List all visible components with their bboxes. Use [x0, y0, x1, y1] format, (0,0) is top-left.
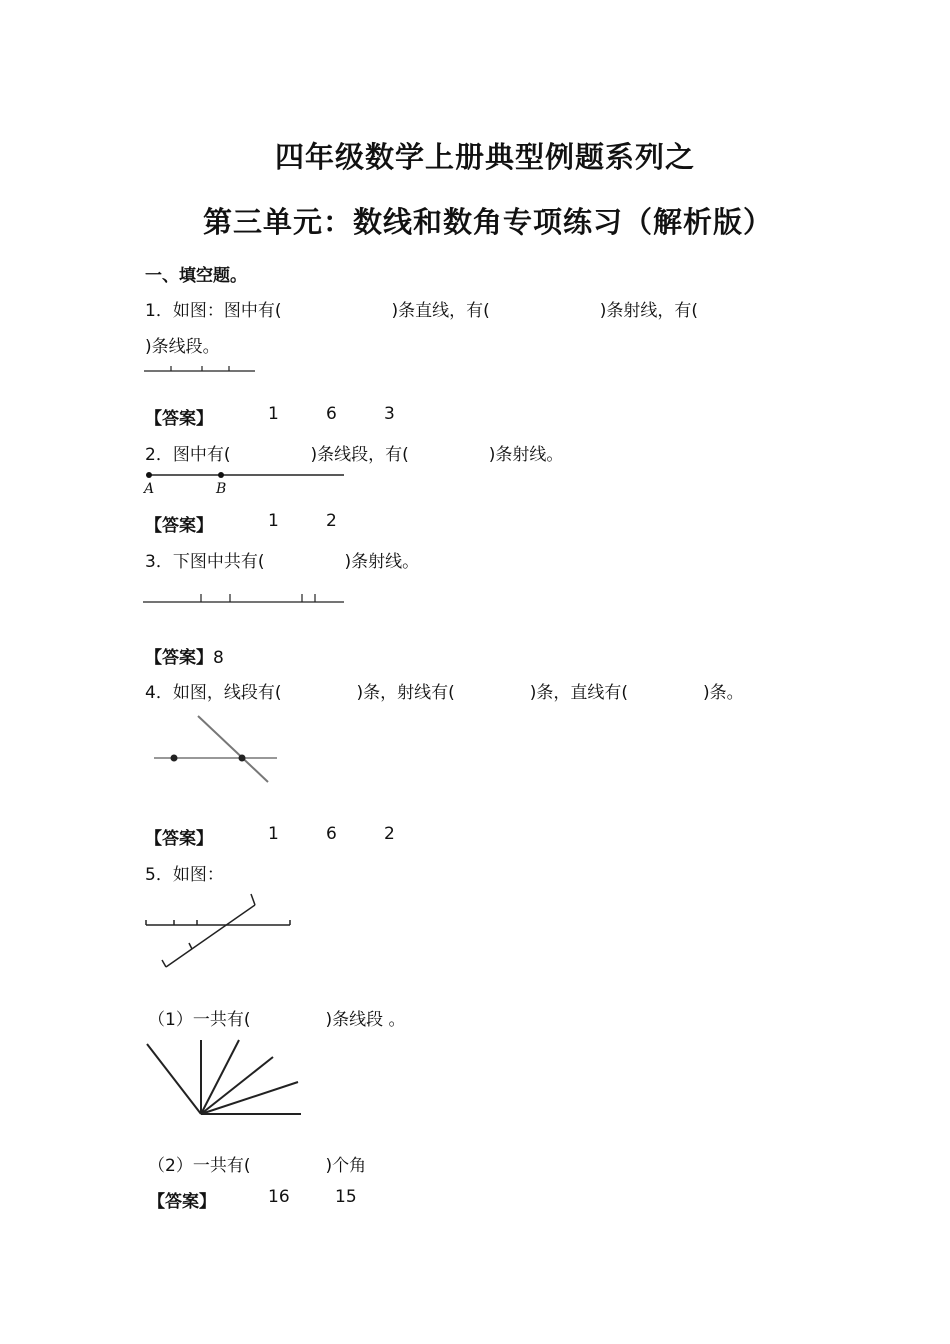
question-5: 5．如图： — [145, 865, 224, 885]
answer-4-value-2: 6 — [326, 824, 337, 844]
q2-text-1: 2．图中有( — [145, 445, 231, 465]
q1-text-3: )条射线，有( — [599, 301, 698, 321]
q3-figure — [143, 590, 353, 610]
answer-2 — [145, 511, 213, 536]
q4-text-2: )条，射线有( — [356, 683, 455, 703]
q5-sub1-text-2: )条线段 。 — [325, 1010, 406, 1030]
answer-2-value-1: 1 — [268, 511, 279, 531]
answer-1-value-3: 3 — [384, 404, 395, 424]
question-1-line-2: )条线段。 — [145, 337, 220, 357]
answer-4 — [145, 824, 213, 849]
answer-3 — [145, 643, 224, 668]
q3-text-1: 3．下图中共有( — [145, 552, 265, 572]
answer-5-value-1: 16 — [268, 1187, 290, 1207]
q5-sub2-text-2: )个角 — [325, 1156, 367, 1176]
answer-5-value-2: 15 — [335, 1187, 357, 1207]
q1-text-1: 1．如图：图中有( — [145, 301, 282, 321]
q5-figure-segments — [144, 890, 304, 980]
title-line-2: 第三单元：数线和数角专项练习（解析版） — [203, 205, 774, 239]
q5-sub1-text-1: （1）一共有( — [148, 1010, 251, 1030]
point-a-label: A — [144, 481, 155, 497]
answer-label: 【答案】 — [145, 516, 213, 536]
answer-1-value-2: 6 — [326, 404, 337, 424]
answer-4-value-3: 2 — [384, 824, 395, 844]
answer-1-value-1: 1 — [268, 404, 279, 424]
q1-figure — [144, 360, 264, 380]
question-4 — [145, 678, 744, 703]
answer-5 — [148, 1187, 216, 1212]
q2-text-3: )条射线。 — [488, 445, 564, 465]
answer-2-value-2: 2 — [326, 511, 337, 531]
answer-label: 【答案】 — [145, 648, 213, 668]
q5-figure-angles — [144, 1038, 314, 1128]
answer-1 — [145, 404, 213, 429]
question-5-sub-1 — [148, 1005, 406, 1030]
q2-figure — [144, 467, 354, 497]
point-b-label: B — [216, 481, 227, 497]
q4-text-1: 4．如图，线段有( — [145, 683, 282, 703]
q4-figure — [150, 712, 290, 792]
q4-text-3: )条，直线有( — [529, 683, 628, 703]
answer-3-value: 8 — [213, 648, 224, 668]
question-2 — [145, 440, 563, 465]
q5-sub2-text-1: （2）一共有( — [148, 1156, 251, 1176]
q1-text-2: )条直线，有( — [391, 301, 490, 321]
section-heading: 一、填空题。 — [145, 266, 247, 286]
title-line-1: 四年级数学上册典型例题系列之 — [275, 140, 696, 174]
question-1-line-1 — [145, 296, 698, 321]
q2-text-2: )条线段，有( — [310, 445, 409, 465]
q3-text-2: )条射线。 — [344, 552, 420, 572]
answer-label: 【答案】 — [145, 409, 213, 429]
question-5-sub-2 — [148, 1151, 366, 1176]
q4-text-4: )条。 — [702, 683, 744, 703]
answer-label: 【答案】 — [145, 829, 213, 849]
question-3 — [145, 547, 419, 572]
answer-4-value-1: 1 — [268, 824, 279, 844]
answer-label: 【答案】 — [148, 1192, 216, 1212]
